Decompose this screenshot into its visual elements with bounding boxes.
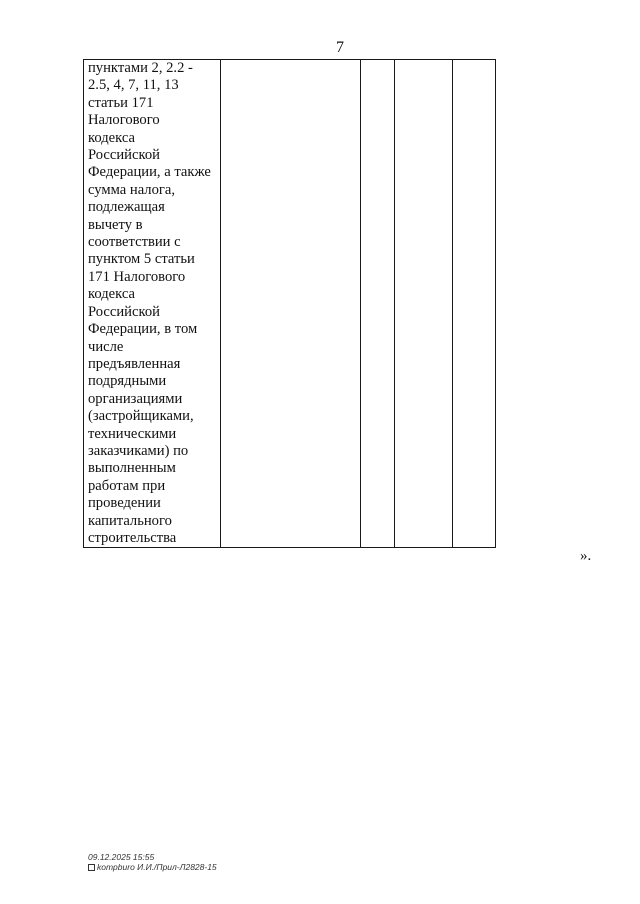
checkbox-icon — [88, 864, 95, 871]
cell-line: Российской — [88, 147, 160, 164]
page-number: 7 — [336, 39, 344, 56]
cell-line: вычету в — [88, 216, 143, 233]
cell-line: Федерации, в том — [88, 321, 198, 338]
cell-line: Налогового — [88, 112, 160, 129]
cell-line: техническими — [88, 425, 177, 442]
empty-cell-4 — [453, 60, 496, 548]
table-row — [84, 60, 496, 548]
cell-line: числе — [88, 338, 124, 355]
cell-line: соответствии с — [88, 234, 181, 251]
cell-line: пунктами 2, 2.2 - — [88, 60, 193, 76]
footer-path-line — [88, 862, 217, 872]
cell-line: работам при — [88, 477, 166, 494]
indicator-name-cell — [84, 60, 221, 548]
footer — [88, 852, 217, 872]
cell-line: подлежащая — [88, 199, 165, 216]
cell-line: предъявленная — [88, 355, 181, 372]
empty-cell-3 — [395, 60, 453, 548]
cell-line: заказчиками) по — [88, 442, 189, 459]
cell-line: кодекса — [88, 129, 135, 146]
empty-cell-1 — [221, 60, 361, 548]
cell-line: капитального — [88, 512, 172, 529]
cell-line: кодекса — [88, 286, 135, 303]
cell-line: пунктом 5 статьи — [88, 251, 195, 268]
cell-line: 171 Налогового — [88, 268, 186, 285]
footer-timestamp: 09.12.2025 15:55 — [88, 852, 155, 862]
indicator-name-text — [88, 60, 218, 547]
cell-line: проведении — [88, 495, 161, 512]
cell-line: строительства — [88, 529, 177, 546]
closing-quote: ». — [580, 548, 592, 564]
cell-line: Российской — [88, 303, 160, 320]
cell-line: организациями — [88, 390, 183, 407]
cell-line: 2.5, 4, 7, 11, 13 — [88, 77, 179, 94]
continuation-table — [83, 59, 496, 548]
cell-line: статьи 171 — [88, 94, 154, 111]
cell-line: подрядными — [88, 373, 167, 390]
footer-path: kompburo И.И./Прил-Л2828-15 — [97, 862, 217, 872]
empty-cell-2 — [361, 60, 395, 548]
cell-line: сумма налога, — [88, 181, 175, 198]
cell-line: Федерации, а также — [88, 164, 211, 181]
cell-line: (застройщиками, — [88, 408, 194, 425]
cell-line: выполненным — [88, 460, 176, 477]
